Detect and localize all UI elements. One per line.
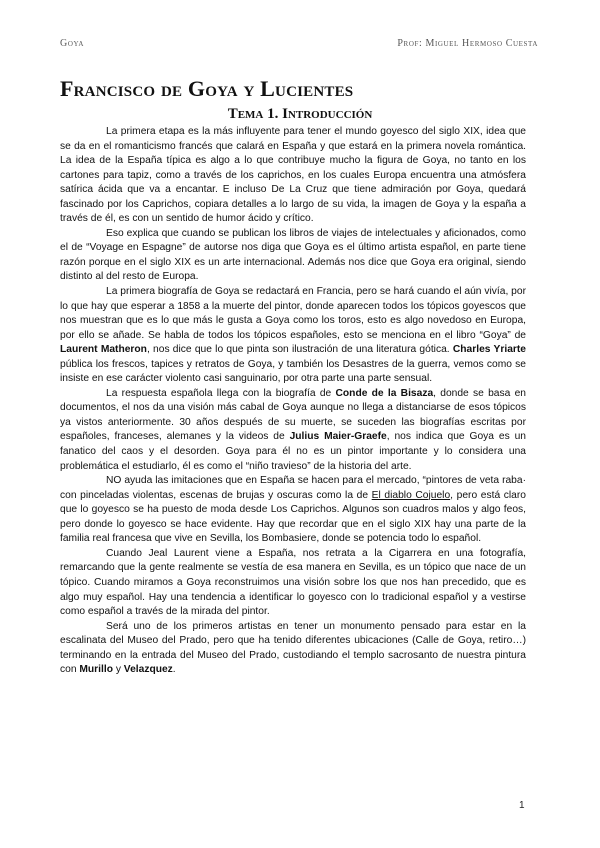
text-run: .	[172, 664, 176, 676]
bold-name: Charles Yriarte	[452, 344, 527, 356]
paragraph	[60, 620, 526, 678]
text-run: pública los frescos, tapices y retratos de Goya, y también los Desastres de la guerra, vemos como se insiste en ese carácter violento casi sanguinario, por otra parte una parte sensual.	[60, 358, 526, 385]
bold-name: Velazquez	[123, 664, 173, 676]
text-run: Eso explica que cuando se publican los libros de viajes de intelectuales y aficionados, como el de “Voyage en Espagne” de autorse nos diga que Goya es el último artista español, en parte tiene razón porque en el siglo XIX es un arte internacional. Además nos dice que Goya era original, siendo distinto al del resto de Europa.	[60, 227, 526, 283]
page-number: 1	[519, 800, 525, 811]
paragraph	[60, 227, 526, 285]
paragraph	[60, 474, 526, 547]
paragraph	[60, 125, 526, 227]
text-run: Será uno de los primeros artistas en tener un monumento pensado para estar en la escalinata del Museo del Prado, pero que ha tenido diferentes ubicaciones (Calle de Goya, retiro…) terminando en la entrada del Museo del Prado, custodiando el templo sacrosanto de nuestra pintura con	[60, 620, 526, 676]
text-run: , nos indica que Goya es un fanatico del caos y el desorden. Goya para él no es un pintor importante y lo considera una problemática el estudiarlo, él es como el “niño travieso” de la historia del arte.	[60, 431, 526, 472]
text-run: , donde se basa en documentos, el nos da una visión más cabal de Goya aunque no llega a distanciarse de esos tópicos ya vistos anteriormente. 30 años después de su muerte, se suceden las biografías escritas por españoles, franceses, alemanes y la videos de	[60, 387, 526, 443]
text-run: La primera etapa es la más influyente para tener el mundo goyesco del siglo XIX, idea que se da en el romanticismo francés que calará en España y que estará en la primera novela romántica. La idea de la España típica es algo a lo que contribuye mucho la figura de Goya, no tanto en los cartones para tapiz, como a través de los caprichos, en los cuales Europa encuentra una atmósfera satírica ácida que va a encantar. E incluso De La Cruz que tiene admiración por Goya, quedará fascinado por los Caprichos, copiara detalles a lo largo de su vida, la imagen de Goya y la españa a través de él, es con un sentido de humor ácido y crítico.	[60, 126, 526, 225]
paragraph	[60, 547, 526, 620]
text-run: , nos dice que lo que pinta son ilustración de una literatura gótica.	[146, 344, 453, 356]
text-run: , pero está claro que lo goyesco se ha puesto de moda desde Los Caprichos. Algunos son cuadros malos y algo feos, pero donde lo goyesco se hace evidente. Hay que recordar que en el siglo XIX hay una parte de la familia real francesa que vive en Sevilla, los Bombasiere, donde se potencia todo lo español.	[60, 489, 526, 545]
paragraph	[60, 387, 526, 474]
bold-name: Julius Maier-Graefe	[289, 431, 387, 443]
paragraph	[60, 285, 526, 387]
text-run: y	[112, 664, 124, 676]
bold-name: Conde de la Bisaza	[335, 387, 434, 399]
bold-name: Laurent Matheron	[60, 344, 147, 356]
document-body	[60, 125, 526, 678]
document-title: Francisco de Goya y Lucientes	[60, 76, 354, 101]
underlined-title: El diablo Cojuelo	[371, 489, 451, 501]
section-title: Tema 1. Introducción	[227, 106, 373, 122]
header-course: Goya	[60, 38, 85, 49]
text-run: La respuesta española llega con la biografía de	[106, 387, 336, 399]
text-run: La primera biografía de Goya se redactará en Francia, pero se hará cuando el aún vivía, por lo que hay que esperar a 1858 a la muerte del pintor, donde aparecen todos los tópicos goyescos que nos muestran que es lo que más le gusta a Goya como los toros, esto es algo novedoso en Europa, por ello se añade. Se habla de todos los tópicos españoles, esto se menciona en el libro “Goya” de	[60, 286, 526, 341]
bold-name: Murillo	[79, 664, 113, 676]
header-professor: Prof: Miguel Hermoso Cuesta	[397, 38, 538, 49]
text-run: NO ayuda las imitaciones que en España se hacen para el mercado, “pintores de veta raba· con pinceladas violentas, escenas de brujas y oscuras como la de	[60, 475, 526, 501]
text-run: Cuando Jeal Laurent viene a España, nos retrata a la Cigarrera en una fotografía, remarcando que la gente realmente se vestía de esa manera en Sevilla, es un tópico que nace de un tópico. Cuando miramos a Goya reconstruimos una visión sobre los que nos han precedido, que es algo muy español. Hay una tendencia a identificar lo goyesco con lo tradicional español y a vestirse como español a través de la mirada del pintor.	[60, 547, 526, 618]
